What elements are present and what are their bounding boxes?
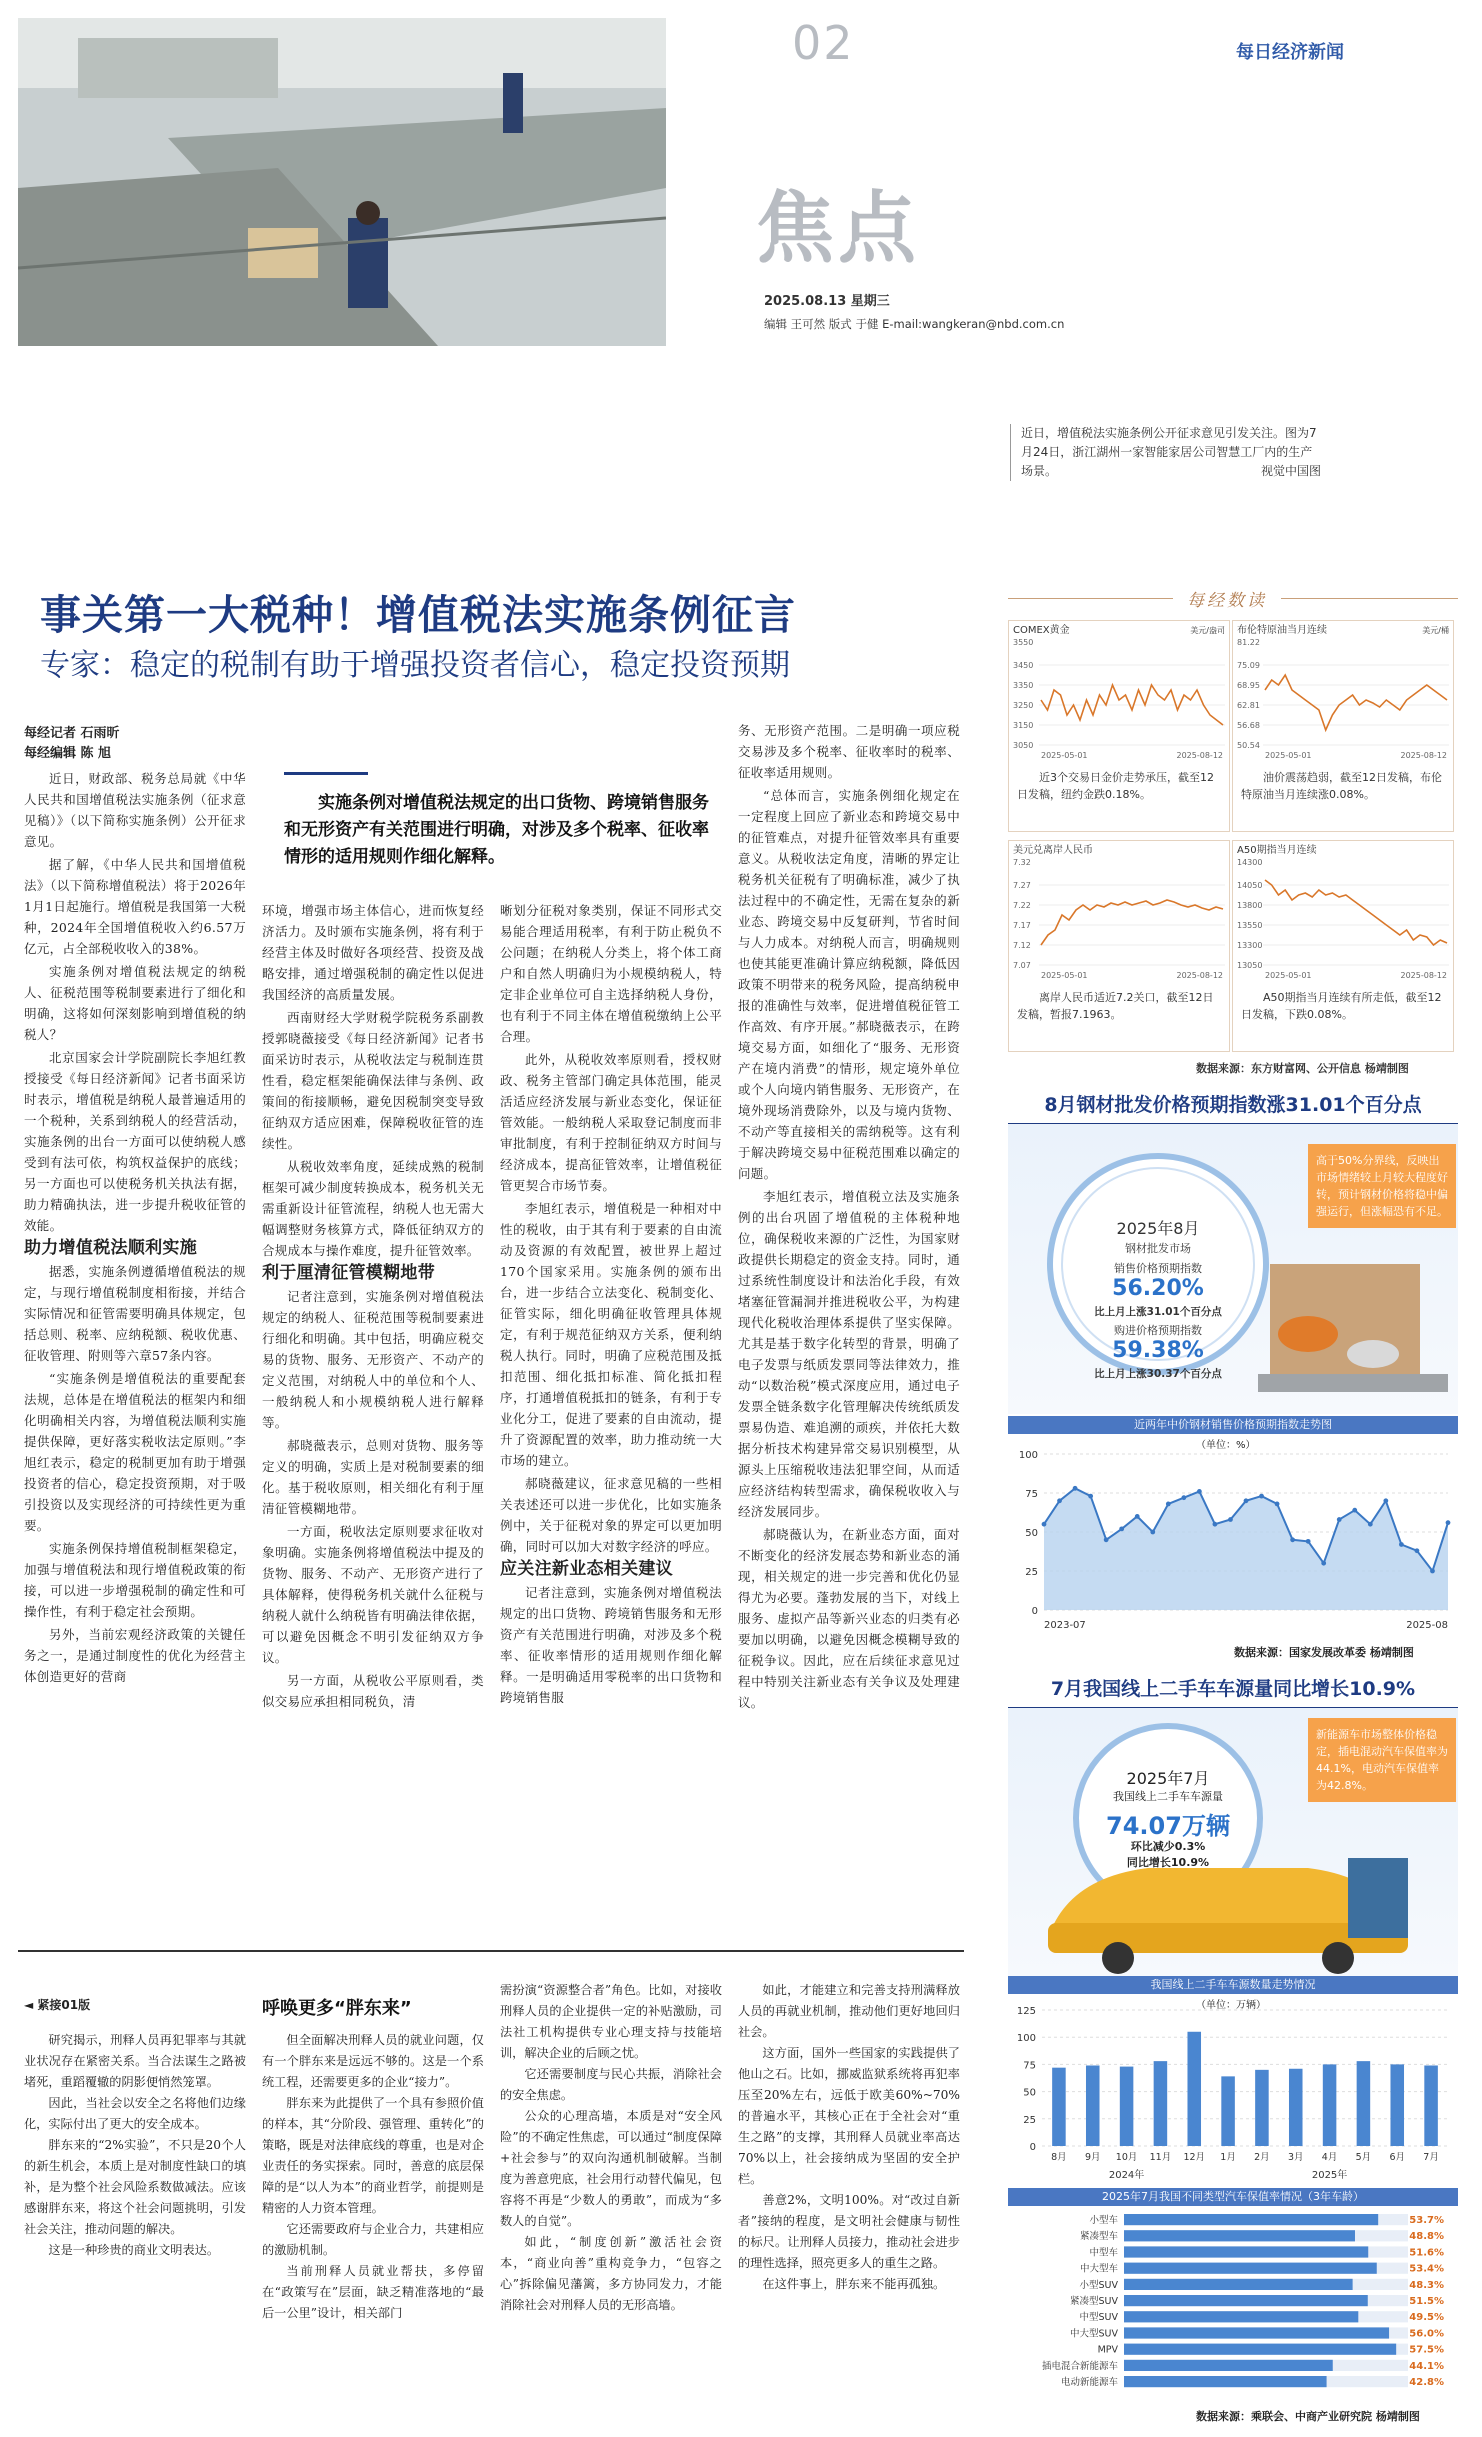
data-point bbox=[1181, 1495, 1186, 1500]
category-label: 中大型SUV bbox=[1070, 2328, 1118, 2340]
article-paragraph: 北京国家会计学院副院长李旭红教授接受《每日经济新闻》记者书面采访时表示，增值税是纳税人最普遍适用的一个税种，关系到纳税人的经营活动，实施条例的出台一方面可以使纳税人感受到有法可依，构筑权益保护的底线；另一方面也可以使税务机关执法有据，助力精确执法，进一步提升税收征管的效能。 bbox=[24, 1050, 246, 1233]
y-tick-label: 62.81 bbox=[1237, 701, 1260, 710]
steel-month: 2025年8月 bbox=[1116, 1219, 1200, 1238]
data-point bbox=[1306, 1539, 1311, 1544]
section-heading: 助力增值税法顺利实施 bbox=[24, 1238, 197, 1258]
mini-chart bbox=[1008, 840, 1230, 1052]
steel-change1: 比上月上涨31.01个百分点 bbox=[1094, 1306, 1222, 1318]
photo-credit: 视觉中国图 bbox=[1260, 464, 1321, 478]
x-tick-label: 2025-08 bbox=[1406, 1620, 1448, 1631]
x-tick-label: 2025-08-12 bbox=[1176, 751, 1223, 760]
section-divider bbox=[18, 1950, 964, 1952]
group-label: 2024年 bbox=[1108, 2170, 1145, 2181]
y-tick-label: 14300 bbox=[1237, 858, 1263, 867]
byline-editor: 每经编辑 陈 旭 bbox=[24, 746, 112, 761]
article-paragraph: 这是一种珍贵的商业文明表达。 bbox=[48, 2243, 220, 2257]
data-point bbox=[1399, 1542, 1404, 1547]
steel-note: 高于50%分界线，反映出市场情绪较上月较大程度好转，预计钢材价格将稳中偏强运行，但涨幅恐有不足。 bbox=[1308, 1144, 1456, 1228]
y-tick-label: 75.09 bbox=[1237, 661, 1260, 670]
car-label: 我国线上二手车车源量 bbox=[1113, 1790, 1223, 1803]
bar bbox=[1154, 2061, 1168, 2146]
article-column-4 bbox=[738, 720, 960, 1715]
retention-chart bbox=[1008, 2206, 1458, 2396]
x-tick-label: 7月 bbox=[1423, 2152, 1439, 2163]
issue-date: 2025.08.13 星期三 bbox=[764, 294, 890, 309]
y-tick-label: 13800 bbox=[1237, 901, 1263, 910]
bar bbox=[1187, 2032, 1201, 2146]
section-title: 焦点 bbox=[756, 184, 921, 274]
data-point bbox=[1057, 1498, 1062, 1503]
data-point bbox=[1430, 1569, 1435, 1574]
article-paragraph: 善意2%，文明100%。对“改过自新者”接纳的程度，是文明社会健康与韧性的标尺。让刑释人员接力，推动社会进步的理性选择，照亮更多人的重生之路。 bbox=[738, 2193, 960, 2270]
y-tick-label: 100 bbox=[1016, 2033, 1036, 2045]
x-tick-label: 5月 bbox=[1355, 2152, 1372, 2163]
y-tick-label: 7.32 bbox=[1013, 858, 1031, 867]
data-point bbox=[1290, 1537, 1295, 1542]
y-tick-label: 7.12 bbox=[1013, 941, 1031, 950]
data-point bbox=[1446, 1520, 1451, 1525]
bar bbox=[1124, 2214, 1378, 2225]
photo-caption-text: 近日，增值税法实施条例公开征求意见引发关注。图为7月24日，浙江湖州一家智能家居公司智慧工厂内的生产场景。 bbox=[1021, 426, 1317, 478]
y-tick-label: 7.22 bbox=[1013, 901, 1031, 910]
data-point bbox=[1135, 1514, 1140, 1519]
y-tick-label: 13550 bbox=[1237, 921, 1263, 930]
sidebar-title: 每经数读 bbox=[1173, 586, 1281, 611]
article-paragraph: 胖东来的“2%实验”，不只是20个人的新生机会，本质上是对制度性缺口的填补，是为整个社会风险系数做减法。应该感谢胖东来，将这个社会问题挑明，引发社会关注，推动问题的解决。 bbox=[24, 2138, 246, 2236]
car-value: 74.07万辆 bbox=[1106, 1812, 1230, 1840]
mini-chart bbox=[1232, 620, 1454, 832]
y-tick-label: 81.22 bbox=[1237, 638, 1260, 647]
article-paragraph: 务、无形资产范围。二是明确一项应税交易涉及多个税率、征收率时的税率、征收率适用规则。 bbox=[738, 723, 960, 780]
category-label: 中大型车 bbox=[1079, 2263, 1118, 2275]
y-tick-label: 68.95 bbox=[1237, 681, 1260, 690]
continued-column-4 bbox=[738, 1980, 960, 2295]
data-point bbox=[1213, 1522, 1218, 1527]
article-paragraph: 西南财经大学财税学院税务系副教授郭晓薇接受《每日经济新闻》记者书面采访时表示，从税收法定与税制连贯性看，稳定框架能确保法律与条例、政策间的衔接顺畅，避免因税制突变导致征纳双方适应困难，保障税收征管的连续性。 bbox=[262, 1010, 484, 1151]
article-paragraph: 晰划分征税对象类别，保证不同形式交易能合理适用税率，有利于防止税负不公问题；在纳税人分类上，将个体工商户和自然人明确归为小规模纳税人，特定非企业单位可自主选择纳税人身份，也有利于不同主体在增值税缴纳上公平合理。 bbox=[500, 903, 722, 1044]
data-point bbox=[1150, 1530, 1155, 1535]
car-panel bbox=[1008, 1708, 1458, 1976]
data-point bbox=[1415, 1548, 1420, 1553]
page-number: 02 bbox=[792, 16, 855, 70]
x-tick-label: 2025-08-12 bbox=[1400, 751, 1447, 760]
y-tick-label: 0 bbox=[1029, 2142, 1036, 2153]
data-point bbox=[1197, 1489, 1202, 1494]
steel-bar-title: 近两年中价钢材销售价格预期指数走势图 bbox=[1008, 1416, 1458, 1434]
car-title: 7月我国线上二手车车源量同比增长10.9% bbox=[1008, 1674, 1458, 1709]
article-paragraph: 实施条例对增值税法规定的纳税人、征税范围等税制要素进行了细化和明确，这将如何深刻影响到增值税的纳税人？ bbox=[24, 964, 246, 1042]
x-tick-label: 2025-05-01 bbox=[1265, 971, 1312, 980]
steel-label2: 购进价格预期指数 bbox=[1114, 1324, 1202, 1337]
article-column-1 bbox=[24, 768, 246, 1689]
article-column-3 bbox=[500, 900, 722, 1710]
x-tick-label: 2023-07 bbox=[1044, 1620, 1086, 1631]
y-tick-label: 50 bbox=[1025, 1528, 1038, 1539]
data-label: 44.1% bbox=[1409, 2360, 1444, 2372]
article-paragraph: 记者注意到，实施条例对增值税法规定的出口货物、跨境销售服务和无形资产有关范围进行明确，对涉及多个税率、征收率情形的适用规则作细化解释。一是明确适用零税率的出口货物和跨境销售服 bbox=[500, 1585, 722, 1705]
mini-chart bbox=[1008, 620, 1230, 832]
category-label: 中型SUV bbox=[1079, 2312, 1118, 2324]
data-point bbox=[1352, 1508, 1357, 1513]
y-tick-label: 56.68 bbox=[1237, 721, 1260, 730]
steel-market-label: 钢材批发市场 bbox=[1125, 1242, 1191, 1255]
article-paragraph: 据悉，实施条例遵循增值税法的规定，与现行增值税制度相衔接，并结合实际情况和征管需要明确具体规定，包括总则、税率、应纳税额、税收优惠、征收管理、附则等六章57条内容。 bbox=[24, 1264, 246, 1363]
y-tick-label: 75 bbox=[1023, 2060, 1036, 2072]
y-tick-label: 75 bbox=[1025, 1489, 1038, 1500]
x-tick-label: 3月 bbox=[1287, 2152, 1304, 2163]
mini-chart-svg bbox=[1233, 841, 1453, 981]
mini-chart-svg bbox=[1009, 841, 1229, 981]
data-point bbox=[1244, 1498, 1249, 1503]
category-label: MPV bbox=[1097, 2344, 1118, 2356]
subheadline: 专家：稳定的税制有助于增强投资者信心，稳定投资预期 bbox=[40, 648, 790, 683]
article-paragraph: 这方面，国外一些国家的实践提供了他山之石。比如，挪威监狱系统将再犯率压至20%左右，远低于欧美60%~70%的普遍水平，其核心正在于全社会对“重生之路”的支撑，其刑释人员就业率高达70%以上，社会接纳成为坚固的安全护栏。 bbox=[738, 2046, 960, 2186]
article-paragraph: 环境，增强市场主体信心，进而恢复经济活力。及时颁布实施条例，将有利于经营主体及时做好各项经营、投资及战略安排，通过增强税制的确定性以促进我国经济的高质量发展。 bbox=[262, 903, 484, 1002]
steel-unit: （单位：%） bbox=[1196, 1440, 1256, 1451]
car-unit: （单位：万辆） bbox=[1196, 2000, 1266, 2011]
editor-credits: 编辑 王可然 版式 于健 E-mail:wangkeran@nbd.com.cn bbox=[764, 317, 1065, 331]
article-paragraph: 如此，才能建立和完善支持刑满释放人员的再就业机制，推动他们更好地回归社会。 bbox=[738, 1983, 960, 2039]
bar bbox=[1124, 2295, 1368, 2306]
x-tick-label: 2025-08-12 bbox=[1400, 971, 1447, 980]
article-paragraph: 在这件事上，胖东来不能再孤独。 bbox=[762, 2277, 946, 2291]
x-tick-label: 4月 bbox=[1321, 2152, 1338, 2163]
photo-caption bbox=[1010, 424, 1321, 481]
data-label: 48.8% bbox=[1409, 2231, 1444, 2243]
category-label: 插电混合新能源车 bbox=[1041, 2360, 1118, 2372]
article-paragraph: 李旭红表示，增值税是一种相对中性的税收，由于其有利于要素的自由流动及资源的有效配置，被世界上超过170个国家采用。实施条例的颁布出台，进一步结合立法变化、税制变化、征管实际，细化明确征收管理具体规定，有利于规范征纳双方关系，便利纳税人执行。同时，明确了应税范围及抵扣范围、细化抵扣标准、简化抵扣程序，打通增值税抵扣的链条，有利于专业化分工，促进了要素的自由流动，提升了资源配置的效率，助力推动统一大市场的建立。 bbox=[500, 1201, 722, 1468]
bar bbox=[1120, 2067, 1134, 2146]
car-yoy: 同比增长10.9% bbox=[1126, 1856, 1210, 1869]
article-paragraph: 公众的心理高墙，本质是对“安全风险”的不确定性焦虑，可以通过“制度保障+社会参与”的双向沟通机制破解。当制度为善意兜底，社会用行动替代偏见，包容将不再是“少数人的勇敢”，而成为“多数人的自觉”。 bbox=[500, 2109, 722, 2228]
paper-name: 每日经济新闻 bbox=[1236, 42, 1344, 63]
steel-value2: 59.38% bbox=[1112, 1338, 1204, 1363]
car-bar-title: 我国线上二手车车源数量走势情况 bbox=[1008, 1976, 1458, 1994]
bar bbox=[1289, 2069, 1303, 2146]
data-point bbox=[1275, 1502, 1280, 1507]
x-tick-label: 2月 bbox=[1254, 2152, 1270, 2163]
news-photo bbox=[18, 18, 666, 346]
data-point bbox=[1383, 1498, 1388, 1503]
article-paragraph: 它还需要政府与企业合力，共建相应的激励机制。 bbox=[262, 2222, 484, 2257]
factory-photo-illustration bbox=[18, 18, 666, 346]
data-point bbox=[1368, 1522, 1373, 1527]
bar bbox=[1124, 2360, 1333, 2371]
mini-chart bbox=[1232, 840, 1454, 1052]
article-paragraph: 从税收效率角度，延续成熟的税制框架可减少制度转换成本，税务机关无需重新设计征管流程，纳税人也无需大幅调整财务核算方式，降低征纳双方的合规成本与操作难度，提升征管效率。 bbox=[262, 1159, 484, 1258]
article-paragraph: 因此，当社会以安全之名将他们边缘化，实际付出了更大的安全成本。 bbox=[24, 2096, 246, 2131]
continued-tag: ◄ 紧接01版 bbox=[24, 1998, 91, 2012]
bar bbox=[1124, 2327, 1389, 2338]
x-tick-label: 12月 bbox=[1183, 2152, 1206, 2163]
x-tick-label: 2025-08-12 bbox=[1176, 971, 1223, 980]
y-tick-label: 50 bbox=[1023, 2087, 1036, 2099]
category-label: 中型车 bbox=[1089, 2247, 1118, 2259]
y-tick-label: 25 bbox=[1025, 1567, 1038, 1578]
x-tick-label: 11月 bbox=[1149, 2152, 1172, 2163]
bar bbox=[1086, 2065, 1100, 2146]
bar bbox=[1052, 2068, 1066, 2146]
article-column-2 bbox=[262, 900, 484, 1714]
car-volume-chart bbox=[1008, 1996, 1458, 2186]
bar bbox=[1124, 2376, 1327, 2387]
category-label: 紧凑型车 bbox=[1079, 2231, 1118, 2243]
y-tick-label: 14050 bbox=[1237, 881, 1263, 890]
x-tick-label: 9月 bbox=[1084, 2152, 1101, 2163]
data-label: 51.5% bbox=[1409, 2296, 1444, 2307]
data-point bbox=[1259, 1494, 1264, 1499]
bar bbox=[1124, 2246, 1368, 2257]
steel-source: 数据来源：国家发展改革委 杨靖制图 bbox=[1234, 1646, 1414, 1659]
bar bbox=[1124, 2311, 1358, 2322]
mini-chart-unit: 美元/盎司 bbox=[1190, 626, 1225, 635]
continued-headline: 呼唤更多“胖东来” bbox=[262, 1998, 412, 2019]
article-paragraph: 记者注意到，实施条例对增值税法规定的纳税人、征税范围等税制要素进行细化和明确。其中包括，明确应税交易的货物、服务、无形资产、不动产的定义范围，对纳税人中的单位和个人、一般纳税人和小规模纳税人进行解释等。 bbox=[262, 1289, 484, 1430]
article-paragraph: “实施条例是增值税法的重要配套法规，总体是在增值税法的框架内和细化明确相关内容，为增值税法顺利实施提供保障，更好落实税收法定原则。”李旭红表示，稳定的税制更加有助于增强投资者的信心，稳定投资预期，对于吸引投资以及实现经济的可持续性更为重要。 bbox=[24, 1371, 246, 1533]
article-paragraph: 据了解，《中华人民共和国增值税法》（以下简称增值税法）将于2026年1月1日起施行。增值税是我国第一大税种，2024年全国增值税收入约6.57万亿元，占全部税收收入的38%。 bbox=[24, 857, 246, 956]
mini-chart-title: 布伦特原油当月连续 bbox=[1237, 625, 1327, 636]
y-tick-label: 3350 bbox=[1013, 681, 1034, 690]
steel-value1: 56.20% bbox=[1112, 1276, 1204, 1301]
car-month: 2025年7月 bbox=[1126, 1769, 1210, 1788]
data-point bbox=[1104, 1537, 1109, 1542]
data-label: 49.5% bbox=[1409, 2312, 1444, 2324]
data-label: 42.8% bbox=[1409, 2377, 1444, 2388]
mini-chart-svg bbox=[1233, 621, 1453, 761]
continued-column-3 bbox=[500, 1980, 722, 2316]
y-tick-label: 13300 bbox=[1237, 941, 1263, 950]
article-paragraph: 近日，财政部、税务总局就《中华人民共和国增值税法实施条例（征求意见稿）》（以下简称实施条例）公开征求意见。 bbox=[24, 771, 246, 849]
data-point bbox=[1088, 1494, 1093, 1499]
mini-chart-svg bbox=[1009, 621, 1229, 761]
mini-chart-caption: A50期指当月连续有所走低，截至12日发稿，下跌0.08%。 bbox=[1241, 991, 1442, 1021]
retention-bar-title: 2025年7月我国不同类型汽车保值率情况（3年车龄） bbox=[1008, 2188, 1458, 2206]
data-point bbox=[1166, 1502, 1171, 1507]
data-point bbox=[1042, 1522, 1047, 1527]
data-label: 53.4% bbox=[1409, 2263, 1444, 2275]
car-note: 新能源车市场整体价格稳定，插电混动汽车保值率为44.1%，电动汽车保值率为42.8%。 bbox=[1308, 1718, 1456, 1802]
mini-chart-title: A50期指当月连续 bbox=[1237, 845, 1317, 856]
section-heading: 利于厘清征管模糊地带 bbox=[262, 1263, 435, 1283]
data-point bbox=[1228, 1517, 1233, 1522]
article-paragraph: 郝晓薇表示，总则对货物、服务等定义的明确，实质上是对税制要素的细化。基于税收原则，相关细化有利于厘清征管模糊地带。 bbox=[262, 1438, 484, 1516]
y-tick-label: 7.17 bbox=[1013, 921, 1031, 930]
data-point bbox=[1119, 1526, 1124, 1531]
data-label: 51.6% bbox=[1409, 2247, 1444, 2259]
continued-column-2 bbox=[262, 2030, 484, 2324]
x-tick-label: 10月 bbox=[1115, 2152, 1138, 2163]
x-tick-label: 2025-05-01 bbox=[1041, 751, 1088, 760]
steel-title: 8月钢材批发价格预期指数涨31.01个百分点 bbox=[1008, 1090, 1458, 1125]
data-point bbox=[1321, 1561, 1326, 1566]
data-label: 56.0% bbox=[1409, 2328, 1444, 2340]
y-tick-label: 13050 bbox=[1237, 961, 1263, 970]
y-tick-label: 25 bbox=[1023, 2114, 1036, 2126]
article-paragraph: 郝晓薇建议，征求意见稿的一些相关表述还可以进一步优化，比如实施条例中，关于征税对象的界定可以更加明确，同时可以加大对数字经济的呼应。 bbox=[500, 1476, 722, 1554]
bar bbox=[1255, 2070, 1269, 2146]
headline: 事关第一大税种！增值税法实施条例征言 bbox=[40, 591, 796, 639]
y-tick-label: 3550 bbox=[1013, 638, 1034, 647]
mini-chart-caption: 离岸人民币适近7.2关口，截至12日发稿，暂报7.1963。 bbox=[1017, 991, 1214, 1021]
car-source: 数据来源：乘联会、中商产业研究院 杨靖制图 bbox=[1196, 2410, 1420, 2423]
data-point bbox=[1073, 1486, 1078, 1491]
y-tick-label: 50.54 bbox=[1237, 741, 1260, 750]
article-paragraph: 此外，从税收效率原则看，授权财政、税务主管部门确定具体范围，能灵活适应经济发展与新业态变化，保证征管效能。一般纳税人采取登记制度而非审批制度，有利于控制征纳双方时间与经济成本，提高征管效率，让增值税征管更契合市场节奏。 bbox=[500, 1052, 722, 1193]
category-label: 小型车 bbox=[1089, 2215, 1118, 2226]
mini-chart-title: 美元兑离岸人民币 bbox=[1013, 845, 1093, 856]
bar bbox=[1424, 2065, 1438, 2146]
article-paragraph: 一方面，税收法定原则要求征收对象明确。实施条例将增值税法中提及的货物、服务、不动产、无形资产进行了具体解释，使得税务机关就什么征税与纳税人就什么纳税皆有明确法律依据，可以避免因概念不明引发征纳双方争议。 bbox=[262, 1524, 484, 1665]
bar bbox=[1221, 2076, 1235, 2146]
data-point bbox=[1337, 1517, 1342, 1522]
y-tick-label: 3450 bbox=[1013, 661, 1034, 670]
category-label: 紧凑型SUV bbox=[1070, 2296, 1118, 2307]
series-line bbox=[1265, 675, 1447, 730]
data-label: 48.3% bbox=[1409, 2279, 1444, 2291]
article-paragraph: 但全面解决刑释人员的就业问题，仅有一个胖东来是远远不够的。这是一个系统工程，还需要更多的企业“接力”。 bbox=[262, 2033, 484, 2089]
article-paragraph: 研究揭示，刑释人员再犯罪率与其就业状况存在紧密关系。当合法谋生之路被堵死，重蹈覆辙的阴影便悄然笼罩。 bbox=[24, 2033, 246, 2089]
article-paragraph: 郝晓薇认为，在新业态方面，面对不断变化的经济发展态势和新业态的涌现，相关规定的进一步完善和优化仍显得尤为必要。蓬勃发展的当下，对线上服务、虚拟产品等新兴业态的归类有必要加以明确，以避免因概念模糊导致的征税争议。因此，应在后续征求意见过程中特别关注新业态有关争议及处理建议。 bbox=[738, 1527, 960, 1710]
steel-panel bbox=[1008, 1124, 1458, 1414]
y-tick-label: 7.07 bbox=[1013, 961, 1031, 970]
mini-chart-caption: 油价震荡趋弱，截至12日发稿，布伦特原油当月连续涨0.08%。 bbox=[1241, 771, 1442, 801]
steel-expectation-chart bbox=[1008, 1440, 1458, 1640]
section-heading: 应关注新业态相关建议 bbox=[500, 1559, 673, 1579]
data-label: 57.5% bbox=[1409, 2344, 1444, 2356]
sidebar-header bbox=[1008, 586, 1458, 610]
category-label: 小型SUV bbox=[1079, 2279, 1118, 2291]
y-tick-label: 7.27 bbox=[1013, 881, 1031, 890]
article-paragraph: “总体而言，实施条例细化规定在一定程度上回应了新业态和跨境交易中的征管难点，对提升征管效率具有重要意义。从税收法定角度，清晰的界定让税务机关征税有了明确标准，减少了执法过程中的不确定性，无需在复杂的新业态、跨境交易中反复研判，节省时间与人力成本。对纳税人而言，明确规则也使其能更准确计算应纳税额，降低因政策不明带来的税务风险，提高纳税申报的准确性与效率，促进增值税征管工作高效、有序开展。”郝晓薇表示，在跨境交易方面，如细化了“服务、无形资产在境内消费”的情形，规定境外单位或个人向境内销售服务、无形资产，在境外现场消费除外，以及与境内货物、不动产等直接相关的需纳税等。这有利于解决跨境交易中征税范围难以确定的问题。 bbox=[738, 788, 960, 1181]
y-tick-label: 3150 bbox=[1013, 721, 1034, 730]
article-paragraph: 另一方面，从税收公平原则看，类似交易应承担相同税负，清 bbox=[262, 1673, 484, 1709]
car-mom: 环比减少0.3% bbox=[1130, 1840, 1206, 1853]
byline-reporter: 每经记者 石雨昕 bbox=[24, 726, 120, 741]
bar bbox=[1124, 2279, 1353, 2290]
pullquote: 实施条例对增值税法规定的出口货物、跨境销售服务和无形资产有关范围进行明确，对涉及多个税率、征收率情形的适用规则作细化解释。 bbox=[284, 793, 709, 867]
mini-chart-unit: 美元/桶 bbox=[1422, 626, 1449, 635]
category-label: 电动新能源车 bbox=[1060, 2377, 1118, 2388]
y-tick-label: 0 bbox=[1031, 1606, 1038, 1617]
bar bbox=[1124, 2230, 1355, 2241]
x-tick-label: 6月 bbox=[1389, 2152, 1406, 2163]
bar bbox=[1124, 2263, 1377, 2274]
series-line bbox=[1265, 880, 1447, 945]
data-label: 53.7% bbox=[1409, 2215, 1444, 2226]
x-tick-label: 8月 bbox=[1051, 2152, 1067, 2163]
pullquote-rule bbox=[284, 772, 368, 775]
article-paragraph: 李旭红表示，增值税立法及实施条例的出台巩固了增值税的主体税种地位，确保税收来源的广泛性，为国家财政提供长期稳定的资金支持。同时，通过系统性制度设计和法治化手段，有效堵塞征管漏洞并推进税收公平，为构建现代化税收治理体系提供了坚实保障。尤其是基于数字化转型的背景，明确了电子发票与纸质发票同等法律效力，推动“以数治税”模式深度应用，通过电子发票全链条数字化管理解决传统纸质发票易伪造、难追溯的顽疾，并依托大数据分析技术构建异常交易识别模型，从源头上压缩税收违法犯罪空间，从而适应经济结构转型需求，确保税收收入与经济发展同步。 bbox=[738, 1189, 960, 1519]
steel-change2: 比上月上涨30.37个百分点 bbox=[1094, 1368, 1222, 1380]
series-line bbox=[1041, 900, 1223, 945]
article-paragraph: 需扮演“资源整合者”角色。比如，对接收刑释人员的企业提供一定的补贴激励，司法社工机构提供专业心理支持与技能培训，解决企业的后顾之忧。 bbox=[500, 1983, 722, 2060]
article-paragraph: 如此，“制度创新”激活社会资本，“商业向善”重构竞争力，“包容之心”拆除偏见藩篱，多方协同发力，才能消除社会对刑释人员的无形高墙。 bbox=[500, 2235, 722, 2312]
article-paragraph: 当前刑释人员就业帮扶，多停留在“政策写在”层面，缺乏精准落地的“最后一公里”设计，相关部门 bbox=[262, 2264, 484, 2320]
article-paragraph: 实施条例保持增值税制框架稳定，加强与增值税法和现行增值税政策的衔接，可以进一步增强税制的确定性和可操作性，有利于稳定社会预期。 bbox=[24, 1541, 246, 1619]
x-tick-label: 1月 bbox=[1220, 2152, 1236, 2163]
sidebar-source: 数据来源：东方财富网、公开信息 杨靖制图 bbox=[1196, 1062, 1409, 1075]
bar bbox=[1124, 2344, 1396, 2355]
bar bbox=[1323, 2064, 1337, 2146]
group-label: 2025年 bbox=[1311, 2170, 1348, 2181]
continued-column-1 bbox=[24, 2030, 246, 2261]
y-tick-label: 100 bbox=[1018, 1450, 1038, 1461]
steel-label1: 销售价格预期指数 bbox=[1114, 1262, 1202, 1275]
y-tick-label: 125 bbox=[1016, 2006, 1036, 2017]
bar bbox=[1390, 2064, 1404, 2146]
article-paragraph: 它还需要制度与民心共振，消除社会的安全焦虑。 bbox=[500, 2067, 722, 2102]
y-tick-label: 3050 bbox=[1013, 741, 1034, 750]
mini-chart-caption: 近3个交易日金价走势承压，截至12日发稿，纽约金跌0.18%。 bbox=[1017, 771, 1214, 801]
mini-chart-title: COMEX黄金 bbox=[1013, 625, 1070, 636]
article-paragraph: 胖东来为此提供了一个具有参照价值的样本，其“分阶段、强管理、重转化”的策略，既是对法律底线的尊重，也是对企业责任的务实探索。同时，善意的底层保障的是“以人为本”的商业哲学，前提则是精密的人力资本管理。 bbox=[262, 2096, 484, 2215]
x-tick-label: 2025-05-01 bbox=[1265, 751, 1312, 760]
x-tick-label: 2025-05-01 bbox=[1041, 971, 1088, 980]
y-tick-label: 3250 bbox=[1013, 701, 1034, 710]
bar bbox=[1357, 2061, 1371, 2146]
article-paragraph: 另外，当前宏观经济政策的关键任务之一，是通过制度性的优化为经营主体创造更好的营商 bbox=[24, 1627, 246, 1684]
